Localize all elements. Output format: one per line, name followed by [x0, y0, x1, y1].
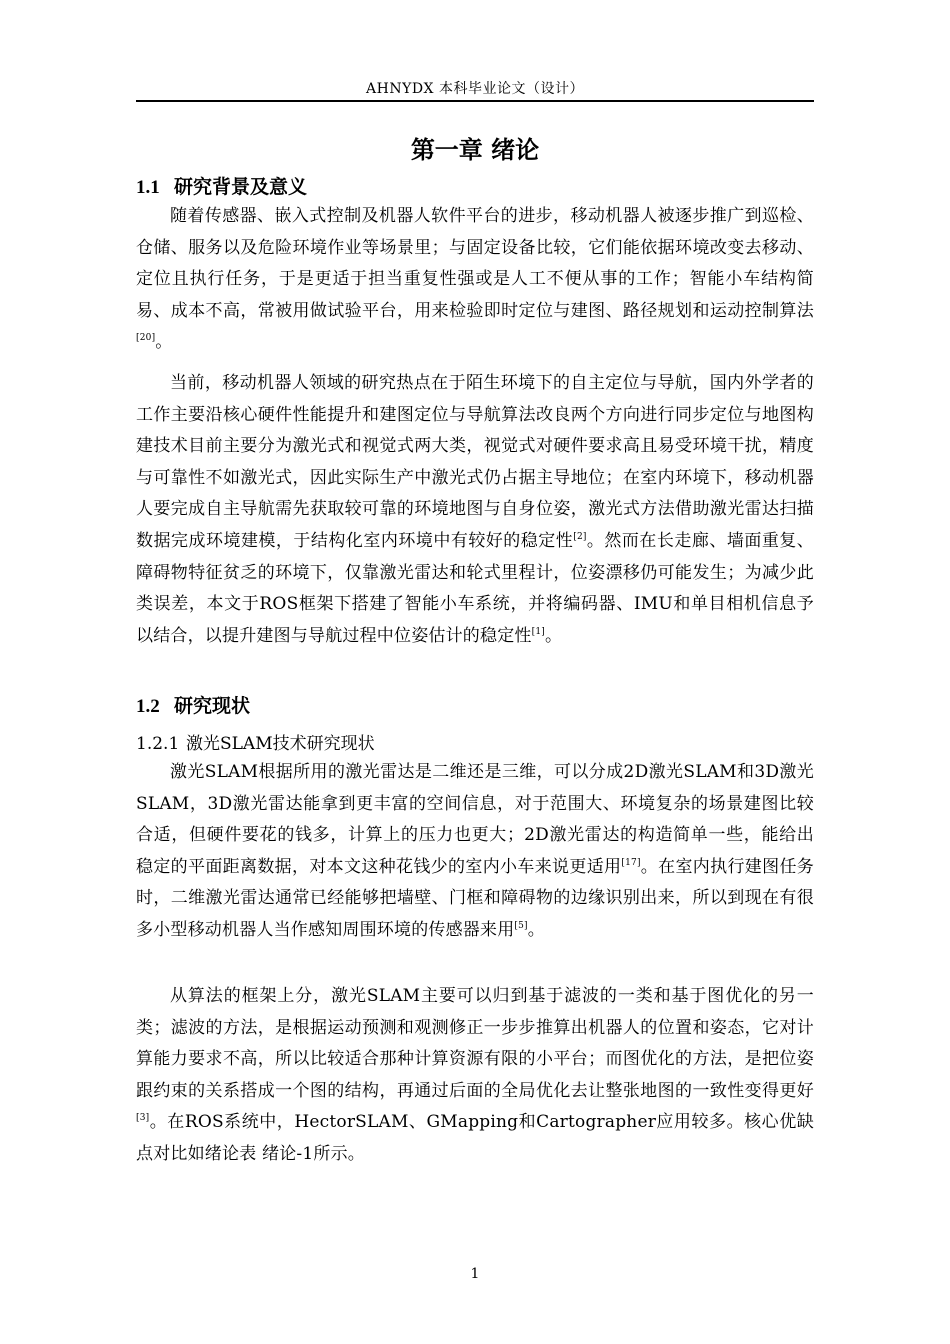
- section-title: 研究背景及意义: [174, 176, 308, 198]
- citation: [20]: [136, 333, 156, 344]
- paragraph-laser-slam-1: [136, 757, 814, 947]
- citation: [1]: [531, 626, 545, 637]
- paragraph-tail: 。: [544, 625, 563, 646]
- running-header: AHNYDX 本科毕业论文（设计）: [366, 81, 584, 97]
- section-heading-1-2: [136, 691, 250, 718]
- paragraph-background-1: [136, 201, 814, 359]
- paragraph-tail: 。在ROS系统中，HectorSLAM、GMapping和Cartographer应用较多。核心优缺点对比如绪论表 绪论-1所示。: [136, 1112, 814, 1164]
- page-number: 1: [470, 1266, 480, 1282]
- header-rule: [136, 100, 814, 102]
- section-number: 1.1: [136, 177, 160, 198]
- paragraph-tail: 。: [155, 332, 173, 353]
- subsection-heading-1-2-1: [136, 729, 375, 754]
- citation: [5]: [514, 920, 528, 931]
- chapter-title: 第一章 绪论: [410, 136, 540, 164]
- paragraph-text: 从算法的框架上分，激光SLAM主要可以归到基于滤波的一类和基于图优化的另一类；滤波的方法，是根据运动预测和观测修正一步步推算出机器人的位置和姿态，它对计算能力要求不高，所以比较适合那种计算资源有限的小平台；而图优化的方法，是把位姿跟约束的关系搭成一个图的结构，再通过后面的全局优化去让整张地图的一致性变得更好: [136, 986, 814, 1101]
- paragraph-laser-slam-2: [136, 981, 814, 1171]
- paragraph-text-continued: 。然而在长走廊、墙面重复、障碍物特征贫乏的环境下，仅靠激光雷达和轮式里程计，位姿漂移仍可能发生；为减少此类误差，本文于ROS框架下搭建了智能小车系统，并将编码器、IMU和单目相机信息予以结合，以提升建图与导航过程中位姿估计的稳定性: [136, 530, 814, 646]
- paragraph-background-2: [136, 368, 814, 652]
- paragraph-tail: 。: [527, 919, 545, 940]
- section-title: 研究现状: [174, 695, 251, 717]
- paragraph-text: 激光SLAM根据所用的激光雷达是二维还是三维，可以分成2D激光SLAM和3D激光SLAM，3D激光雷达能拿到更丰富的空间信息，对于范围大、环境复杂的场景建图比较合适，但硬件要花的钱多，计算上的压力也更大；2D激光雷达的构造简单一些，能给出稳定的平面距离数据，对本文这种花钱少的室内小车来说更适用: [136, 762, 814, 877]
- section-heading-1-1: [136, 172, 307, 199]
- subsection-number: 1.2.1: [136, 734, 180, 754]
- citation: [3]: [136, 1113, 150, 1124]
- section-number: 1.2: [136, 696, 160, 717]
- subsection-title: 激光SLAM技术研究现状: [186, 734, 375, 754]
- citation: [2]: [573, 531, 587, 542]
- paragraph-text: 当前，移动机器人领域的研究热点在于陌生环境下的自主定位与导航，国内外学者的工作主要沿核心硬件性能提升和建图定位与导航算法改良两个方向进行同步定位与地图构建技术目前主要分为激光式和视觉式两大类，视觉式对硬件要求高且易受环境干扰，精度与可靠性不如激光式，因此实际生产中激光式仍占据主导地位；在室内环境下，移动机器人要完成自主导航需先获取较可靠的环境地图与自身位姿，激光式方法借助激光雷达扫描数据完成环境建模，于结构化室内环境中有较好的稳定性: [136, 373, 814, 551]
- paragraph-text: 随着传感器、嵌入式控制及机器人软件平台的进步，移动机器人被逐步推广到巡检、仓储、服务以及危险环境作业等场景里；与固定设备比较，它们能依据环境改变去移动、定位且执行任务，于是更适于担当重复性强或是人工不便从事的工作；智能小车结构简易、成本不高，常被用做试验平台，用来检验即时定位与建图、路径规划和运动控制算法: [136, 206, 814, 321]
- citation: [17]: [621, 857, 641, 868]
- paragraph-text-continued: 。在室内执行建图任务时，二维激光雷达通常已经能够把墙壁、门框和障碍物的边缘识别出来，所以到现在有很多小型移动机器人当作感知周围环境的传感器来用: [136, 856, 815, 940]
